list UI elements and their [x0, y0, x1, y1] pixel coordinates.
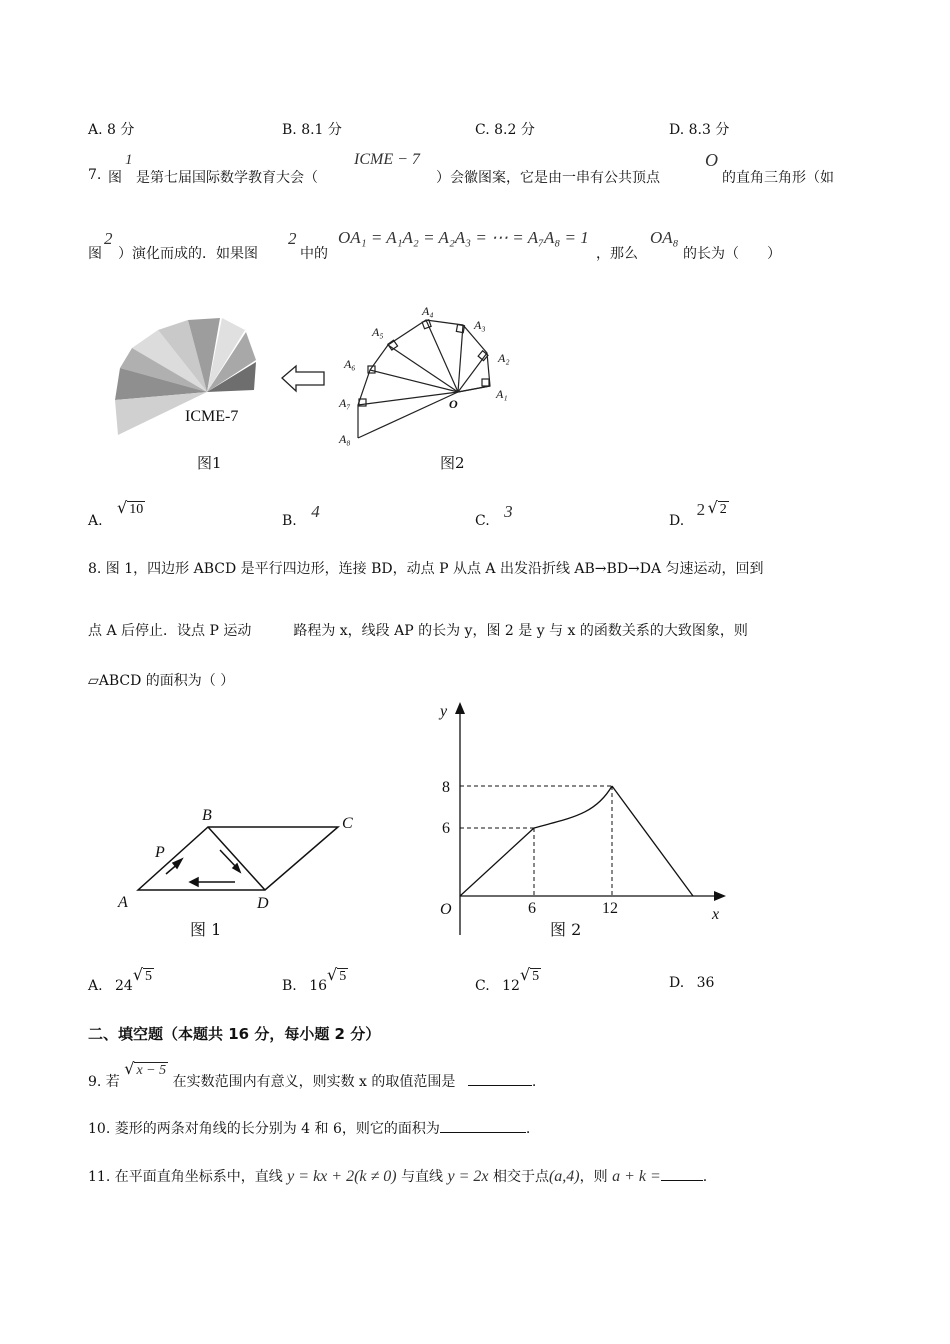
q8-option-d	[669, 975, 714, 991]
sqrt-icon: √ 5	[132, 965, 153, 984]
radicand: 5	[145, 969, 153, 984]
question-10	[88, 1118, 530, 1138]
q8-line-1: 8. 图 1，四边形 ABCD 是平行四边形，连接 BD，动点 P 从点 A 出发沿折线 AB→BD→DA 匀速运动，回到	[88, 561, 764, 577]
q7-figure-2	[330, 300, 530, 450]
q7-number: 7.	[88, 167, 102, 183]
q7-text-7: 中的	[300, 246, 328, 262]
q11-line-1: y = kx + 2(k ≠ 0)	[287, 1168, 397, 1185]
left-arrow-icon	[280, 364, 330, 394]
q9-prefix: 9. 若	[88, 1074, 120, 1090]
sqrt-icon: √ 5	[519, 965, 540, 984]
q11-text-4: ，则	[579, 1169, 608, 1185]
q7-text-4: 的直角三角形（如	[722, 170, 834, 186]
q7-equation: OA₁ = A₁A₂ = A₂A₃ = ⋯ = A₇A₈ = 1	[338, 228, 589, 247]
x-axis-arrow-icon	[714, 891, 726, 901]
q11-expr: a + k =	[612, 1168, 661, 1185]
tick-x-12: 12	[602, 900, 618, 917]
q6-option-b: B. 8.1 分	[282, 122, 342, 138]
vertex-c: C	[342, 815, 353, 832]
q7-text-9: 的长为（ ）	[683, 246, 781, 262]
q7-sup-2: 2	[104, 229, 113, 248]
point-p: P	[155, 844, 165, 861]
q8-fig1-caption: 图 1	[190, 920, 222, 939]
option-coef: 12	[502, 978, 520, 994]
q7-text-5: 图	[88, 246, 102, 262]
option-letter: D.	[669, 513, 685, 529]
sqrt-icon: √ x − 5	[124, 1059, 167, 1078]
q7-fig1-caption: 图1	[197, 454, 222, 472]
axis-y-label: y	[440, 703, 448, 720]
axis-x-label: x	[712, 906, 720, 923]
q8-line-3: ▱ABCD 的面积为（ ）	[88, 673, 235, 689]
q8-figure-2	[420, 700, 740, 940]
origin-label: O	[440, 901, 452, 918]
q11-text-3: 相交于点	[492, 1169, 549, 1185]
option-coef: 24	[115, 978, 133, 994]
radicand: 5	[339, 969, 347, 984]
q7-sup-1: 1	[125, 152, 133, 168]
q11-text-1: 11. 在平面直角坐标系中，直线	[88, 1169, 283, 1185]
q10-text: 10. 菱形的两条对角线的长分别为 4 和 6，则它的面积为	[88, 1121, 440, 1137]
q11-answer-blank[interactable]	[661, 1166, 703, 1181]
sqrt-icon: √ 5	[327, 965, 347, 984]
q8-option-a	[88, 965, 154, 995]
option-coef: 2	[696, 500, 706, 519]
q7-text-6: ）演化而成的．如果图	[118, 246, 258, 262]
vertex-b: B	[202, 807, 212, 824]
q11-text-2: 与直线	[401, 1169, 444, 1185]
option-coef: 36	[696, 975, 715, 991]
label-a2: A₂	[498, 351, 510, 365]
q11-point: (a,4)	[548, 1168, 580, 1185]
q7-icme: ICME − 7	[354, 151, 420, 168]
q11-end: .	[702, 1169, 708, 1185]
option-letter: C.	[475, 978, 490, 994]
y-axis-arrow-icon	[455, 702, 465, 714]
q7-option-b	[282, 502, 320, 530]
option-coef: 16	[309, 978, 328, 994]
q7-text-2: 是第七届国际数学教育大会（	[136, 170, 318, 186]
q7-option-c	[475, 502, 513, 530]
option-letter: D.	[669, 975, 685, 991]
question-11	[88, 1166, 707, 1186]
label-a6: A₆	[344, 357, 356, 371]
tick-x-6: 6	[528, 900, 536, 917]
q8-option-c	[475, 965, 541, 995]
q8-option-b	[282, 965, 348, 995]
q7-oa8: OA₈	[650, 228, 679, 247]
option-letter: C.	[475, 513, 490, 529]
option-letter: A.	[88, 978, 103, 994]
q6-option-d: D. 8.3 分	[669, 122, 730, 138]
q10-end: .	[525, 1121, 531, 1137]
label-a5: A₅	[372, 325, 384, 339]
radicand: 5	[532, 969, 540, 984]
q6-option-c: C. 8.2 分	[475, 122, 535, 138]
q7-vertex-o: O	[705, 150, 718, 170]
q9-text: 在实数范围内有意义，则实数 x 的取值范围是	[172, 1074, 456, 1090]
label-a7: A₇	[339, 396, 351, 410]
q7-option-d	[669, 498, 727, 530]
q8-fig2-caption: 图 2	[550, 920, 582, 939]
vertex-a: A	[118, 894, 128, 911]
sqrt-icon: √ 10	[117, 498, 144, 517]
radicand: 10	[129, 502, 144, 517]
label-o: O	[449, 397, 458, 411]
option-letter: B.	[282, 513, 297, 529]
option-value: 3	[504, 502, 513, 521]
section-2-heading: 二、填空题（本题共 16 分，每小题 2 分）	[88, 1025, 381, 1043]
option-letter: B.	[282, 978, 297, 994]
icme-label: ICME-7	[185, 408, 239, 425]
q11-line-2: y = 2x	[447, 1168, 489, 1185]
q9-end: .	[531, 1074, 537, 1090]
question-9	[88, 1059, 537, 1091]
q6-option-a: A. 8 分	[88, 122, 135, 138]
q10-answer-blank[interactable]	[440, 1118, 526, 1133]
label-a8: A₈	[339, 432, 351, 446]
label-a3: A₃	[474, 318, 486, 332]
q7-text-8: ，那么	[596, 246, 638, 262]
q8-figure-1	[110, 800, 370, 940]
q7-option-a	[88, 498, 144, 530]
tick-y-8: 8	[442, 779, 450, 796]
option-value: 4	[311, 502, 320, 521]
vertex-d: D	[257, 895, 269, 912]
tick-y-6: 6	[442, 820, 450, 837]
label-a4: A₄	[422, 304, 434, 318]
option-letter: A.	[88, 513, 103, 529]
radicand: x − 5	[136, 1063, 167, 1078]
q8-line-2: 点 A 后停止．设点 P 运动 路程为 x，线段 AP 的长为 y，图 2 是 y 与 x 的函数关系的大致图象，则	[88, 623, 748, 639]
label-a1: A₁	[496, 387, 508, 401]
q7-fig2-caption: 图2	[440, 454, 465, 472]
sqrt-icon: √ 2	[707, 498, 727, 517]
radicand: 2	[719, 502, 727, 517]
q7-text-1: 图	[108, 170, 122, 186]
q7-text-3: ）会徽图案，它是由一串有公共顶点	[436, 170, 660, 186]
q9-answer-blank[interactable]	[468, 1071, 532, 1086]
q7-sup-3: 2	[288, 229, 297, 248]
